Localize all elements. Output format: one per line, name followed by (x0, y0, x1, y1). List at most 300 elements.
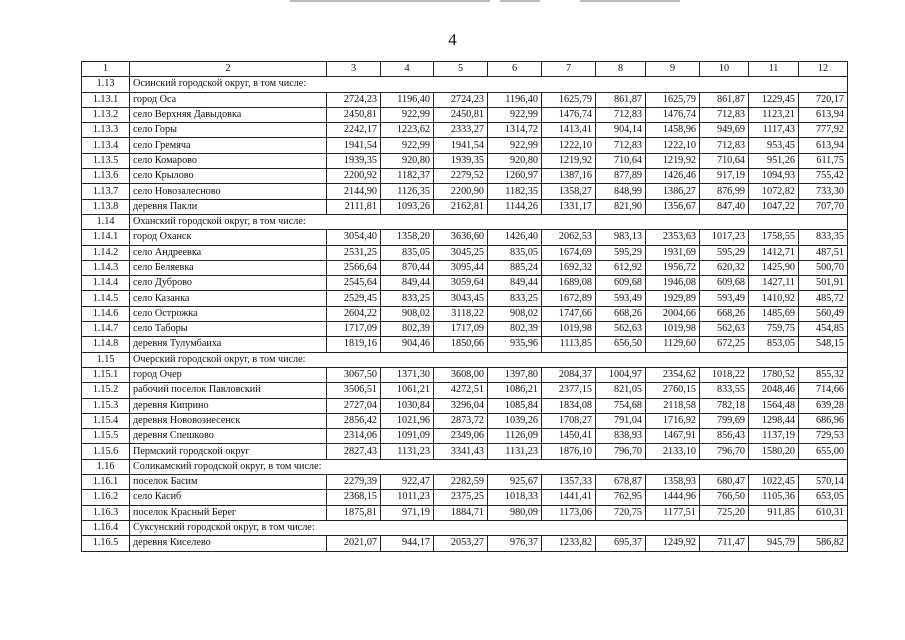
value-cell: 2529,45 (327, 291, 381, 306)
value-cell: 2873,72 (434, 413, 488, 428)
value-cell: 2377,15 (542, 383, 596, 398)
value-cell: 1426,46 (646, 169, 700, 184)
value-cell: 595,29 (596, 245, 646, 260)
value-cell: 1011,23 (381, 490, 434, 505)
table-row (82, 92, 848, 107)
settlement-name: деревня Киселево (130, 536, 327, 551)
value-cell: 1085,84 (488, 398, 542, 413)
value-cell: 799,69 (700, 413, 749, 428)
value-cell: 1358,20 (381, 230, 434, 245)
value-cell: 849,44 (488, 276, 542, 291)
value-cell: 2724,23 (434, 92, 488, 107)
table-row (82, 153, 848, 168)
top-rule (290, 0, 490, 2)
value-cell: 655,00 (799, 444, 848, 459)
column-header: 10 (700, 62, 749, 77)
value-cell: 695,37 (596, 536, 646, 551)
value-cell: 2354,62 (646, 367, 700, 382)
settlement-name: город Очер (130, 367, 327, 382)
value-cell: 1717,09 (327, 322, 381, 337)
value-cell: 1371,30 (381, 367, 434, 382)
value-cell: 1047,22 (749, 199, 799, 214)
settlement-name: село Таборы (130, 322, 327, 337)
settlement-name: село Гремяча (130, 138, 327, 153)
value-cell: 1219,92 (542, 153, 596, 168)
value-cell: 2314,06 (327, 429, 381, 444)
value-cell: 1758,55 (749, 230, 799, 245)
value-cell: 2727,04 (327, 398, 381, 413)
value-cell: 1441,41 (542, 490, 596, 505)
value-cell: 1875,81 (327, 505, 381, 520)
value-cell: 2200,90 (434, 184, 488, 199)
value-cell: 1229,45 (749, 92, 799, 107)
value-cell: 777,92 (799, 123, 848, 138)
table-row (82, 245, 848, 260)
value-cell: 908,02 (488, 306, 542, 321)
group-row (82, 520, 848, 535)
row-code: 1.14.1 (82, 230, 130, 245)
table-row (82, 490, 848, 505)
table-row (82, 475, 848, 490)
value-cell: 835,05 (488, 245, 542, 260)
table-row (82, 536, 848, 551)
row-code: 1.16.4 (82, 520, 130, 535)
value-cell: 593,49 (700, 291, 749, 306)
value-cell: 487,51 (799, 245, 848, 260)
tariff-table (81, 61, 848, 552)
group-title: Оханский городской округ, в том числе: (130, 214, 848, 229)
value-cell: 848,99 (596, 184, 646, 199)
value-cell: 833,35 (799, 230, 848, 245)
value-cell: 712,83 (700, 107, 749, 122)
value-cell: 1941,54 (327, 138, 381, 153)
settlement-name: село Новозалесново (130, 184, 327, 199)
value-cell: 609,68 (596, 276, 646, 291)
value-cell: 4272,51 (434, 383, 488, 398)
value-cell: 612,92 (596, 260, 646, 275)
value-cell: 796,70 (596, 444, 646, 459)
value-cell: 712,83 (700, 138, 749, 153)
value-cell: 2724,23 (327, 92, 381, 107)
group-title: Осинский городской округ, в том числе: (130, 77, 848, 92)
settlement-name: село Комарово (130, 153, 327, 168)
value-cell: 1017,23 (700, 230, 749, 245)
settlement-name: село Горы (130, 123, 327, 138)
group-row (82, 214, 848, 229)
column-header: 8 (596, 62, 646, 77)
value-cell: 668,26 (596, 306, 646, 321)
value-cell: 2162,81 (434, 199, 488, 214)
value-cell: 1716,92 (646, 413, 700, 428)
value-cell: 1061,21 (381, 383, 434, 398)
settlement-name: поселок Басим (130, 475, 327, 490)
value-cell: 609,68 (700, 276, 749, 291)
value-cell: 853,05 (749, 337, 799, 352)
value-cell: 855,32 (799, 367, 848, 382)
value-cell: 620,32 (700, 260, 749, 275)
settlement-name: село Дуброво (130, 276, 327, 291)
table-row (82, 505, 848, 520)
value-cell: 1117,43 (749, 123, 799, 138)
value-cell: 766,50 (700, 490, 749, 505)
value-cell: 949,69 (700, 123, 749, 138)
value-cell: 501,91 (799, 276, 848, 291)
value-cell: 1356,67 (646, 199, 700, 214)
value-cell: 911,85 (749, 505, 799, 520)
value-cell: 847,40 (700, 199, 749, 214)
value-cell: 720,17 (799, 92, 848, 107)
value-cell: 500,70 (799, 260, 848, 275)
value-cell: 3341,43 (434, 444, 488, 459)
value-cell: 935,96 (488, 337, 542, 352)
value-cell: 1182,35 (488, 184, 542, 199)
value-cell: 971,19 (381, 505, 434, 520)
value-cell: 562,63 (700, 322, 749, 337)
value-cell: 2021,07 (327, 536, 381, 551)
value-cell: 904,14 (596, 123, 646, 138)
value-cell: 595,29 (700, 245, 749, 260)
value-cell: 1672,89 (542, 291, 596, 306)
row-code: 1.16.3 (82, 505, 130, 520)
table-row (82, 337, 848, 352)
value-cell: 1331,17 (542, 199, 596, 214)
row-code: 1.15.3 (82, 398, 130, 413)
value-cell: 1931,69 (646, 245, 700, 260)
value-cell: 1314,72 (488, 123, 542, 138)
value-cell: 821,90 (596, 199, 646, 214)
value-cell: 759,75 (749, 322, 799, 337)
value-cell: 678,87 (596, 475, 646, 490)
value-cell: 1425,90 (749, 260, 799, 275)
value-cell: 720,75 (596, 505, 646, 520)
value-cell: 1021,96 (381, 413, 434, 428)
settlement-name: село Андреевка (130, 245, 327, 260)
group-row (82, 459, 848, 474)
row-code: 1.14.3 (82, 260, 130, 275)
row-code: 1.15.4 (82, 413, 130, 428)
value-cell: 796,70 (700, 444, 749, 459)
value-cell: 613,94 (799, 107, 848, 122)
value-cell: 1113,85 (542, 337, 596, 352)
row-code: 1.16.5 (82, 536, 130, 551)
value-cell: 833,55 (700, 383, 749, 398)
value-cell: 953,45 (749, 138, 799, 153)
value-cell: 1137,19 (749, 429, 799, 444)
value-cell: 3045,25 (434, 245, 488, 260)
value-cell: 1476,74 (646, 107, 700, 122)
value-cell: 733,30 (799, 184, 848, 199)
value-cell: 945,79 (749, 536, 799, 551)
value-cell: 586,82 (799, 536, 848, 551)
value-cell: 2004,66 (646, 306, 700, 321)
value-cell: 925,67 (488, 475, 542, 490)
row-code: 1.16.2 (82, 490, 130, 505)
settlement-name: село Острожка (130, 306, 327, 321)
value-cell: 2827,43 (327, 444, 381, 459)
settlement-name: деревня Нововознесенск (130, 413, 327, 428)
row-code: 1.14.7 (82, 322, 130, 337)
row-code: 1.13.4 (82, 138, 130, 153)
value-cell: 1072,82 (749, 184, 799, 199)
value-cell: 2242,17 (327, 123, 381, 138)
value-cell: 1249,92 (646, 536, 700, 551)
value-cell: 1196,40 (488, 92, 542, 107)
value-cell: 686,96 (799, 413, 848, 428)
value-cell: 1358,27 (542, 184, 596, 199)
value-cell: 1946,08 (646, 276, 700, 291)
value-cell: 1426,40 (488, 230, 542, 245)
value-cell: 2368,15 (327, 490, 381, 505)
value-cell: 1222,10 (646, 138, 700, 153)
value-cell: 1580,20 (749, 444, 799, 459)
value-cell: 1410,92 (749, 291, 799, 306)
value-cell: 1939,35 (434, 153, 488, 168)
value-cell: 712,83 (596, 107, 646, 122)
row-code: 1.14.5 (82, 291, 130, 306)
value-cell: 3296,04 (434, 398, 488, 413)
settlement-name: деревня Спешково (130, 429, 327, 444)
column-header: 6 (488, 62, 542, 77)
value-cell: 668,26 (700, 306, 749, 321)
row-code: 1.14.8 (82, 337, 130, 352)
value-cell: 1450,41 (542, 429, 596, 444)
value-cell: 1708,27 (542, 413, 596, 428)
value-cell: 593,49 (596, 291, 646, 306)
page-number: 4 (448, 30, 457, 49)
value-cell: 1476,74 (542, 107, 596, 122)
value-cell: 1004,97 (596, 367, 646, 382)
value-cell: 2053,27 (434, 536, 488, 551)
value-cell: 2048,46 (749, 383, 799, 398)
value-cell: 1019,98 (542, 322, 596, 337)
value-cell: 1485,69 (749, 306, 799, 321)
settlement-name: Пермский городской округ (130, 444, 327, 459)
row-code: 1.16.1 (82, 475, 130, 490)
value-cell: 1093,26 (381, 199, 434, 214)
settlement-name: город Оханск (130, 230, 327, 245)
value-cell: 1397,80 (488, 367, 542, 382)
value-cell: 1260,97 (488, 169, 542, 184)
row-code: 1.13.5 (82, 153, 130, 168)
column-header: 5 (434, 62, 488, 77)
column-header: 9 (646, 62, 700, 77)
value-cell: 570,14 (799, 475, 848, 490)
value-cell: 1747,66 (542, 306, 596, 321)
value-cell: 1182,37 (381, 169, 434, 184)
value-cell: 2144,90 (327, 184, 381, 199)
value-cell: 861,87 (700, 92, 749, 107)
table-row (82, 398, 848, 413)
value-cell: 656,50 (596, 337, 646, 352)
value-cell: 562,63 (596, 322, 646, 337)
row-code: 1.13.6 (82, 169, 130, 184)
value-cell: 802,39 (488, 322, 542, 337)
value-cell: 861,87 (596, 92, 646, 107)
value-cell: 1030,84 (381, 398, 434, 413)
value-cell: 1413,41 (542, 123, 596, 138)
value-cell: 762,95 (596, 490, 646, 505)
table-row (82, 367, 848, 382)
value-cell: 1884,71 (434, 505, 488, 520)
row-code: 1.14.6 (82, 306, 130, 321)
row-code: 1.13.8 (82, 199, 130, 214)
value-cell: 714,66 (799, 383, 848, 398)
value-cell: 1941,54 (434, 138, 488, 153)
row-code: 1.15.2 (82, 383, 130, 398)
table-body (82, 77, 848, 551)
group-title: Суксунский городской округ, в том числе: (130, 520, 848, 535)
table-row (82, 260, 848, 275)
value-cell: 1412,71 (749, 245, 799, 260)
value-cell: 1819,16 (327, 337, 381, 352)
value-cell: 1219,92 (646, 153, 700, 168)
table-row (82, 383, 848, 398)
value-cell: 2062,53 (542, 230, 596, 245)
value-cell: 2200,92 (327, 169, 381, 184)
settlement-name: село Верхняя Давыдовка (130, 107, 327, 122)
value-cell: 1444,96 (646, 490, 700, 505)
table-row (82, 429, 848, 444)
value-cell: 1233,82 (542, 536, 596, 551)
value-cell: 1123,21 (749, 107, 799, 122)
value-cell: 712,83 (596, 138, 646, 153)
column-header: 11 (749, 62, 799, 77)
value-cell: 870,44 (381, 260, 434, 275)
value-cell: 922,47 (381, 475, 434, 490)
value-cell: 1131,23 (488, 444, 542, 459)
column-header: 1 (82, 62, 130, 77)
settlement-name: рабочий поселок Павловский (130, 383, 327, 398)
value-cell: 1625,79 (646, 92, 700, 107)
value-cell: 1929,89 (646, 291, 700, 306)
value-cell: 2133,10 (646, 444, 700, 459)
value-cell: 877,89 (596, 169, 646, 184)
settlement-name: деревня Пакли (130, 199, 327, 214)
settlement-name: деревня Тулумбаиха (130, 337, 327, 352)
value-cell: 2450,81 (327, 107, 381, 122)
value-cell: 1427,11 (749, 276, 799, 291)
value-cell: 1780,52 (749, 367, 799, 382)
value-cell: 639,28 (799, 398, 848, 413)
value-cell: 1129,60 (646, 337, 700, 352)
value-cell: 2531,25 (327, 245, 381, 260)
value-cell: 707,70 (799, 199, 848, 214)
row-code: 1.14.4 (82, 276, 130, 291)
group-title: Очерский городской округ, в том числе: (130, 352, 848, 367)
value-cell: 980,09 (488, 505, 542, 520)
settlement-name: село Беляевка (130, 260, 327, 275)
row-code: 1.15.6 (82, 444, 130, 459)
value-cell: 711,47 (700, 536, 749, 551)
value-cell: 1674,69 (542, 245, 596, 260)
value-cell: 1625,79 (542, 92, 596, 107)
value-cell: 1196,40 (381, 92, 434, 107)
value-cell: 922,99 (381, 107, 434, 122)
value-cell: 920,80 (488, 153, 542, 168)
settlement-name: деревня Киприно (130, 398, 327, 413)
value-cell: 560,49 (799, 306, 848, 321)
table-row (82, 322, 848, 337)
value-cell: 3506,51 (327, 383, 381, 398)
value-cell: 1039,26 (488, 413, 542, 428)
value-cell: 2353,63 (646, 230, 700, 245)
value-cell: 1223,62 (381, 123, 434, 138)
value-cell: 951,26 (749, 153, 799, 168)
value-cell: 1094,93 (749, 169, 799, 184)
settlement-name: село Казанка (130, 291, 327, 306)
row-code: 1.15.1 (82, 367, 130, 382)
table-row (82, 276, 848, 291)
table-row (82, 184, 848, 199)
table-row (82, 123, 848, 138)
value-cell: 610,31 (799, 505, 848, 520)
column-header: 12 (799, 62, 848, 77)
value-cell: 944,17 (381, 536, 434, 551)
value-cell: 1126,09 (488, 429, 542, 444)
header-row (82, 62, 848, 77)
value-cell: 710,64 (700, 153, 749, 168)
value-cell: 1126,35 (381, 184, 434, 199)
table-row (82, 413, 848, 428)
value-cell: 1022,45 (749, 475, 799, 490)
value-cell: 680,47 (700, 475, 749, 490)
value-cell: 611,75 (799, 153, 848, 168)
value-cell: 983,13 (596, 230, 646, 245)
value-cell: 1467,91 (646, 429, 700, 444)
row-code: 1.14.2 (82, 245, 130, 260)
value-cell: 2118,58 (646, 398, 700, 413)
group-row (82, 352, 848, 367)
value-cell: 725,20 (700, 505, 749, 520)
group-row (82, 77, 848, 92)
row-code: 1.13.2 (82, 107, 130, 122)
value-cell: 3636,60 (434, 230, 488, 245)
top-rule (580, 0, 680, 2)
value-cell: 2760,15 (646, 383, 700, 398)
value-cell: 1564,48 (749, 398, 799, 413)
column-header: 3 (327, 62, 381, 77)
value-cell: 1850,66 (434, 337, 488, 352)
value-cell: 920,80 (381, 153, 434, 168)
table-row (82, 230, 848, 245)
value-cell: 2279,52 (434, 169, 488, 184)
value-cell: 976,37 (488, 536, 542, 551)
value-cell: 2282,59 (434, 475, 488, 490)
value-cell: 1876,10 (542, 444, 596, 459)
value-cell: 3095,44 (434, 260, 488, 275)
settlement-name: село Касиб (130, 490, 327, 505)
value-cell: 454,85 (799, 322, 848, 337)
value-cell: 1358,93 (646, 475, 700, 490)
value-cell: 1173,06 (542, 505, 596, 520)
value-cell: 2545,64 (327, 276, 381, 291)
value-cell: 876,99 (700, 184, 749, 199)
value-cell: 2084,37 (542, 367, 596, 382)
settlement-name: поселок Красный Берег (130, 505, 327, 520)
value-cell: 1956,72 (646, 260, 700, 275)
row-code: 1.14 (82, 214, 130, 229)
table-row (82, 444, 848, 459)
value-cell: 2279,39 (327, 475, 381, 490)
value-cell: 3118,22 (434, 306, 488, 321)
value-cell: 729,53 (799, 429, 848, 444)
row-code: 1.13.7 (82, 184, 130, 199)
value-cell: 1144,26 (488, 199, 542, 214)
value-cell: 1717,09 (434, 322, 488, 337)
table-row (82, 138, 848, 153)
value-cell: 653,05 (799, 490, 848, 505)
value-cell: 548,15 (799, 337, 848, 352)
